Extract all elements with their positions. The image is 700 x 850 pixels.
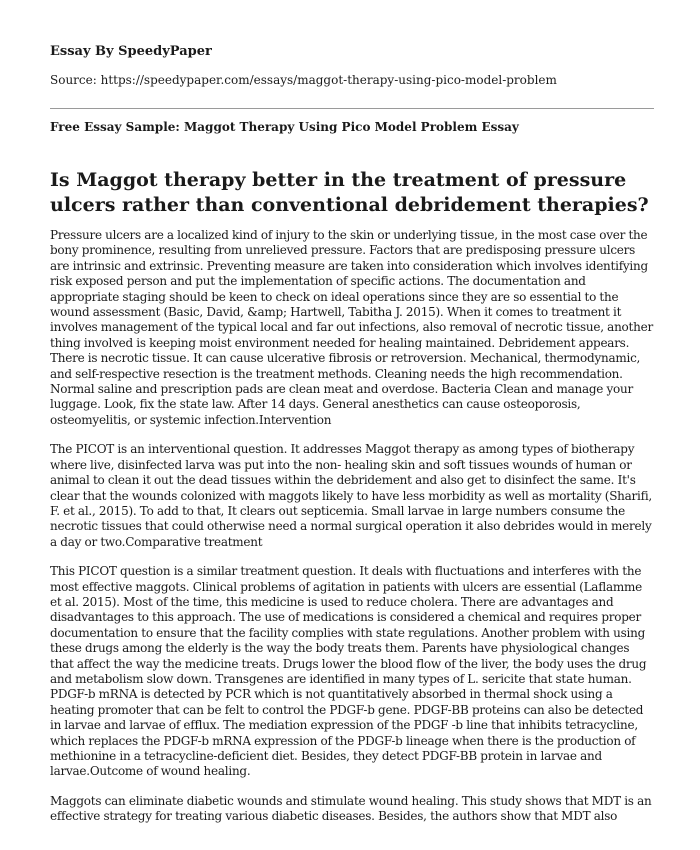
paragraph: Pressure ulcers are a localized kind of injury to the skin or underlying tissue, in the most case over the bony prominence, resulting from unrelieved pressure. Factors that are predisposing pressure ulcers are intrinsic and extrinsic. Preventing measure are taken into consideration which involves identifying risk exposed person and put the implementation of specific actions. The documentation and appropriate staging should be keen to check on ideal operations since they are so essential to the wound assessment (Basic, David, &amp; Hartwell, Tabitha J. 2015). When it comes to treatment it involves management of the typical local and far out infections, also removal of necrotic tissue, another thing involved is keeping moist environment needed for healing maintained. Debridement appears. There is necrotic tissue. It can cause ulcerative fibrosis or retroversion. Mechanical, thermodynamic, and self-respective resection is the treatment methods. Cleaning needs the high recommendation. Normal saline and prescription pads are clean meat and overdose. Bacteria Clean and manage your luggage. Look, fix the state law. After 14 days. General anesthetics can cause osteoporosis, osteomyelitis, or systemic infection.Intervention: [50, 228, 653, 427]
source-link[interactable]: Source: https://speedypaper.com/essays/maggot-therapy-using-pico-model-problem: [50, 73, 557, 87]
sample-title: Free Essay Sample: Maggot Therapy Using Pico Model Problem Essay: [50, 120, 519, 134]
header-divider: [50, 108, 654, 109]
essay-body: [50, 228, 655, 839]
paragraph: This PICOT question is a similar treatment question. It deals with fluctuations and interferes with the most effective maggots. Clinical problems of agitation in patients with ulcers are essential (Laflamme et al. 2015). Most of the time, this medicine is used to reduce cholera. There are advantages and disadvantages to this approach. The use of medications is considered a chemical and requires proper documentation to ensure that the facility complies with state regulations. Another problem with using these drugs among the elderly is the way the body treats them. Parents have physiological changes that affect the way the medicine treats. Drugs lower the blood flow of the liver, the body uses the drug and metabolism slow down. Transgenes are identified in many types of L. sericite that state human. PDGF-b mRNA is detected by PCR which is not quantitatively absorbed in thermal shock using a heating promoter that can be felt to control the PDGF-b gene. PDGF-BB proteins can also be detected in larvae and larvae of efflux. The mediation expression of the PDGF -b line that inhibits tetracycline, which replaces the PDGF-b mRNA expression of the PDGF-b lineage when there is the production of methionine in a tetracycline-deficient diet. Besides, they detect PDGF-BB protein in larvae and larvae.Outcome of wound healing.: [50, 564, 647, 779]
essay-title: Is Maggot therapy better in the treatment of pressure ulcers rather than conventional debridement therapies?: [50, 169, 649, 216]
paragraph: The PICOT is an interventional question. It addresses Maggot therapy as among types of biotherapy where live, disinfected larva was put into the non- healing skin and soft tissues wounds of human or animal to clean it out the dead tissues within the debridement and also get to disinfect the same. It's clear that the wounds colonized with maggots likely to have less morbidity as well as mortality (Sharifi, F. et al., 2015). To add to that, It clears out septicemia. Small larvae in large numbers consume the necrotic tissues that could otherwise need a normal surgical operation it also debrides would in merely a day or two.Comparative treatment: [50, 442, 652, 549]
brand-label: Essay By SpeedyPaper: [50, 44, 212, 59]
paragraph: Maggots can eliminate diabetic wounds and stimulate wound healing. This study shows that MDT is an effective strategy for treating various diabetic diseases. Besides, the authors show that MDT also: [50, 793, 652, 824]
